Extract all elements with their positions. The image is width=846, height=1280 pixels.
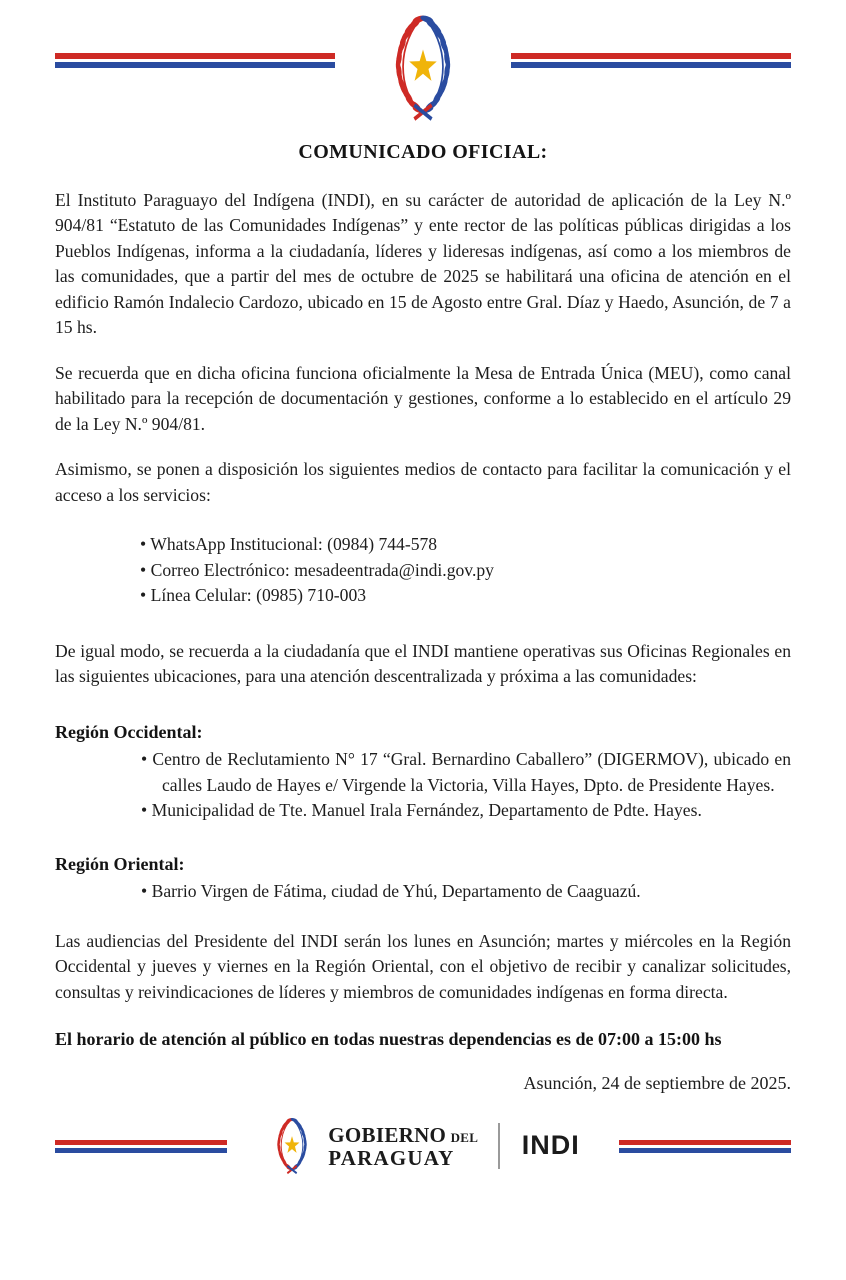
contact-whatsapp: WhatsApp Institucional: (0984) 744-578 [150,534,438,554]
logo-divider [498,1123,500,1169]
bullet-icon: • [141,881,148,901]
red-bar [55,1140,227,1145]
contact-email: Correo Electrónico: mesadeentrada@indi.gov.py [150,559,494,580]
office-yhu: Barrio Virgen de Fátima, ciudad de Yhú, Departamento de Caaguazú. [151,881,641,901]
schedule-notice: El horario de atención al público en todas nuestras dependencias es de 07:00 a 15:00 hs [55,1029,722,1049]
paragraph-regional-lead: De igual modo, se recuerda a la ciudadanía que el INDI mantiene operativas sus Oficinas Regionales en las siguientes ubicaciones, para una atención descentralizada y próxima a las comunidades: [55,640,791,686]
paraguay-emblem-icon [266,1115,318,1177]
region-oriental-list [55,879,791,905]
heading-region-occidental: Región Occidental: [55,721,203,742]
red-bar [511,53,791,59]
office-municipalidad: Municipalidad de Tte. Manuel Irala Fernández, Departamento de Pdte. Hayes. [151,800,702,820]
bullet-icon: • [140,534,147,554]
paraguay-word: PARAGUAY [328,1145,455,1170]
gobierno-paraguay-logo [266,1115,579,1177]
contact-list [55,532,791,609]
paraguay-emblem-icon [375,10,471,126]
office-digermov: Centro de Reclutamiento N° 17 “Gral. Bernardino Caballero” (DIGERMOV), ubicado en calles Laudo de Hayes e/ Virgende la Victoria, Villa Hayes, Dpto. de Presidente Hayes. [152,749,791,795]
document-title: COMUNICADO OFICIAL: [298,141,548,163]
blue-bar [55,1148,227,1153]
list-item-municipalidad [55,798,791,824]
flag-stripe-top-right [511,53,791,68]
region-occidental-list [55,747,791,824]
blue-bar [619,1148,791,1153]
document-header [55,0,791,130]
blue-bar [511,62,791,68]
bullet-icon: • [140,585,147,605]
contact-phone: Línea Celular: (0985) 710-003 [150,585,367,605]
dateline: Asunción, 24 de septiembre de 2025. [523,1072,791,1093]
paragraph-meu: Se recuerda que en dicha oficina funciona oficialmente la Mesa de Entrada Única (MEU), como canal habilitado para la recepción de documentación y gestiones, conforme a lo establecido en el artículo 29 de la Ley N.º 904/81. [55,362,791,434]
gobierno-word: GOBIERNO [328,1122,447,1147]
bullet-icon: • [141,800,148,820]
paragraph-intro: El Instituto Paraguayo del Indígena (INDI), en su carácter de autoridad de aplicación de la Ley N.º 904/81 “Estatuto de las Comunidades Indígenas” y ente rector de las políticas públicas dirigidas a los Pueblos Indígenas, informa a la ciudadanía, líderes y lideresas indígenas, así como a los miembros de las comunidades, que a partir del mes de octubre de 2025 se habilitará una oficina de atención en el edificio Ramón Indalecio Cardozo, ubicado en 15 de Agosto entre Gral. Díaz y Haedo, Asunción, de 7 a 15 hs. [55,189,791,337]
paragraph-contact-lead: Asimismo, se ponen a disposición los siguientes medios de contacto para facilitar la comunicación y el acceso a los servicios: [55,459,791,505]
blue-bar [55,62,335,68]
bullet-icon: • [141,749,148,769]
indi-wordmark: INDI [521,1130,580,1161]
gobierno-logo-text [328,1122,479,1170]
flag-stripe-top-left [55,53,335,68]
document-footer [55,1115,791,1177]
red-bar [55,53,335,59]
red-bar [619,1140,791,1145]
bullet-icon: • [140,559,147,580]
flag-stripe-bottom-right [619,1140,791,1153]
list-item-phone [55,583,791,609]
list-item-email [55,558,791,584]
list-item-yhu [55,879,791,905]
list-item-whatsapp [55,532,791,558]
paragraph-audiencias: Las audiencias del Presidente del INDI serán los lunes en Asunción; martes y miércoles en la Región Occidental y jueves y viernes en la Región Oriental, con el objetivo de recibir y canalizar solicitudes, consultas y reivindicaciones de líderes y miembros de comunidades indígenas en forma directa. [55,930,791,1002]
heading-region-oriental: Región Oriental: [55,853,185,874]
flag-stripe-bottom-left [55,1140,227,1153]
del-word: DEL [450,1129,479,1145]
list-item-digermov [55,747,791,798]
